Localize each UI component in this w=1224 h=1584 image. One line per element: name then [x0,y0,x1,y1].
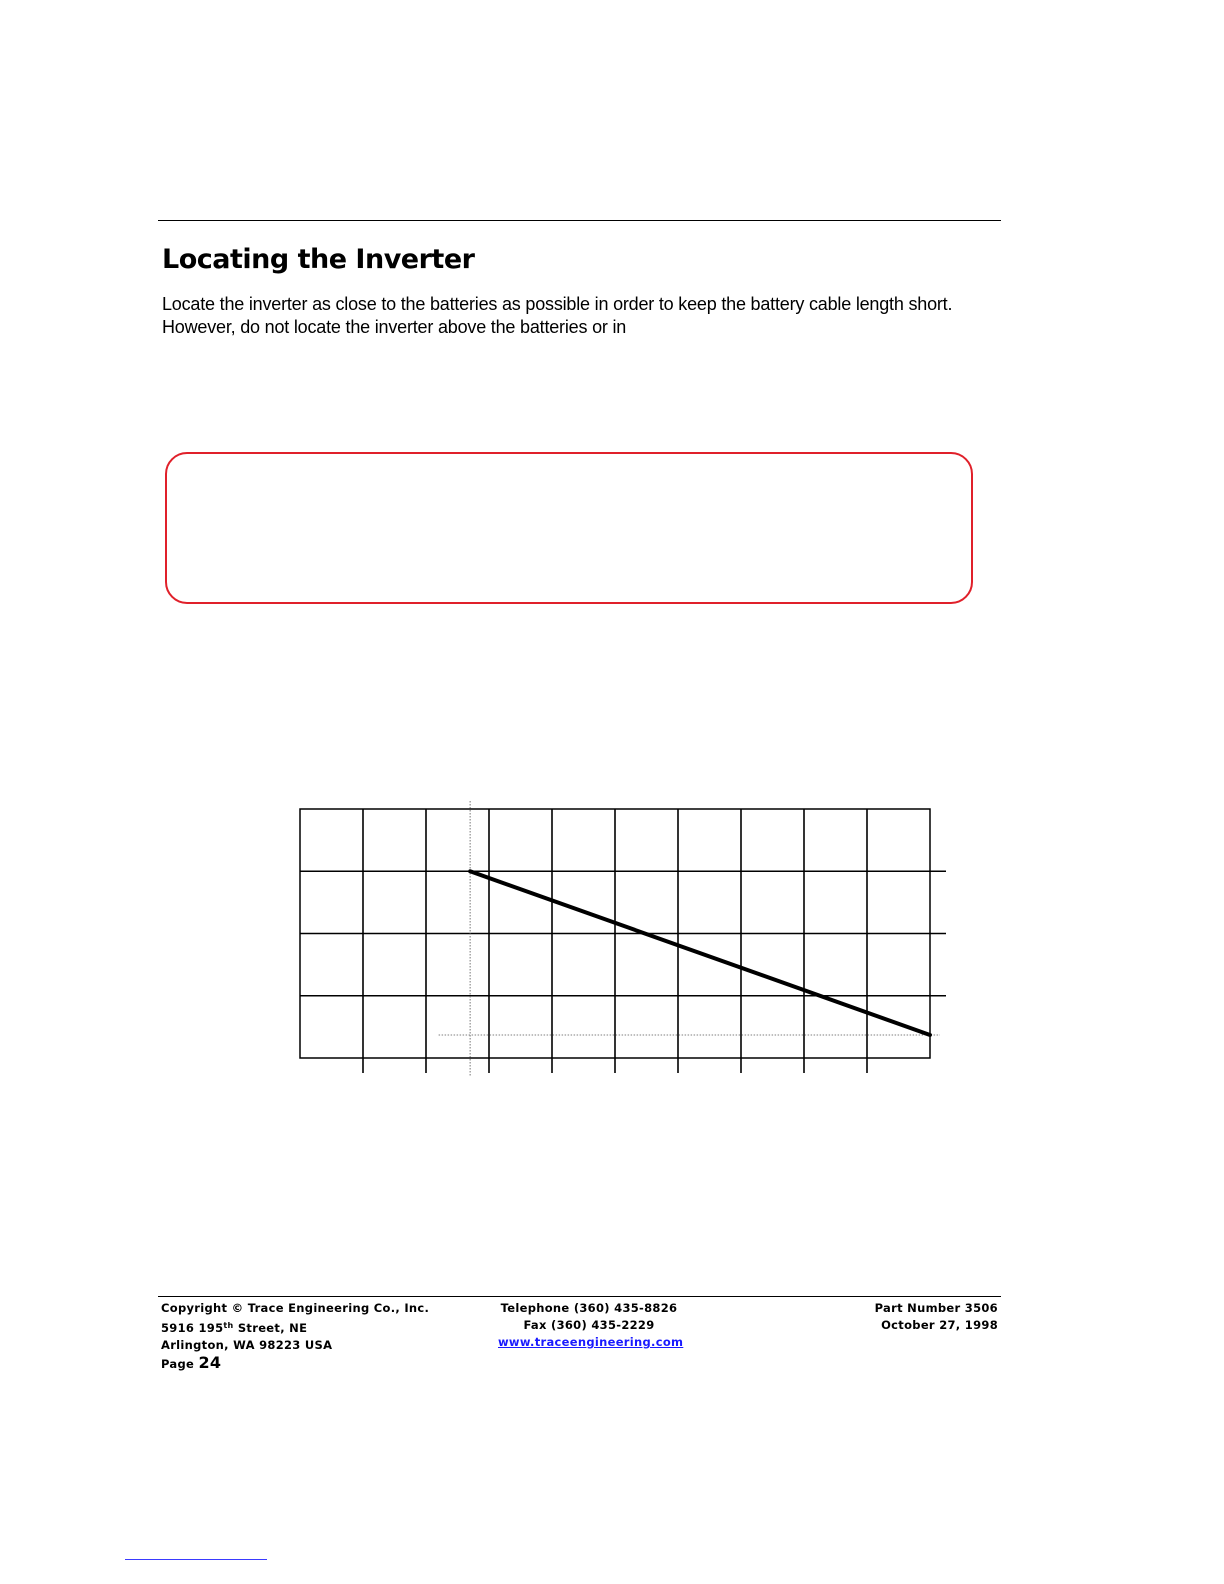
street-number: 5916 195 [161,1321,224,1335]
footer-address [161,1300,429,1373]
footnote-separator [125,1559,267,1560]
city-line: Arlington, WA 98223 USA [161,1338,333,1352]
body-paragraph: Locate the inverter as close to the batteries as possible in order to keep the battery cable length short. However, do not locate the inverter above the batteries or in [162,294,953,337]
street-line [161,1317,429,1337]
fax-line: Fax (360) 435-2229 [523,1318,655,1332]
street-name: Street, NE [233,1321,308,1335]
website-link[interactable]: www.traceengineering.com [498,1335,684,1349]
warning-box [165,452,973,604]
page-label: Page [161,1357,195,1371]
footer-contact [498,1300,684,1351]
copyright-line: Copyright © Trace Engineering Co., Inc. [161,1301,430,1315]
page-number: 24 [198,1353,222,1372]
section-heading: Locating the Inverter [162,244,475,275]
street-ordinal: th [223,1321,234,1330]
telephone-line: Telephone (360) 435-8826 [500,1301,678,1315]
footer-divider [158,1296,1001,1297]
part-number: Part Number 3506 [874,1301,998,1315]
derating-chart [290,795,960,1085]
footer-part-info [838,1300,998,1334]
revision-date: October 27, 1998 [881,1318,998,1332]
header-divider [158,220,1001,221]
page-line [161,1354,429,1373]
series-line [470,871,930,1035]
